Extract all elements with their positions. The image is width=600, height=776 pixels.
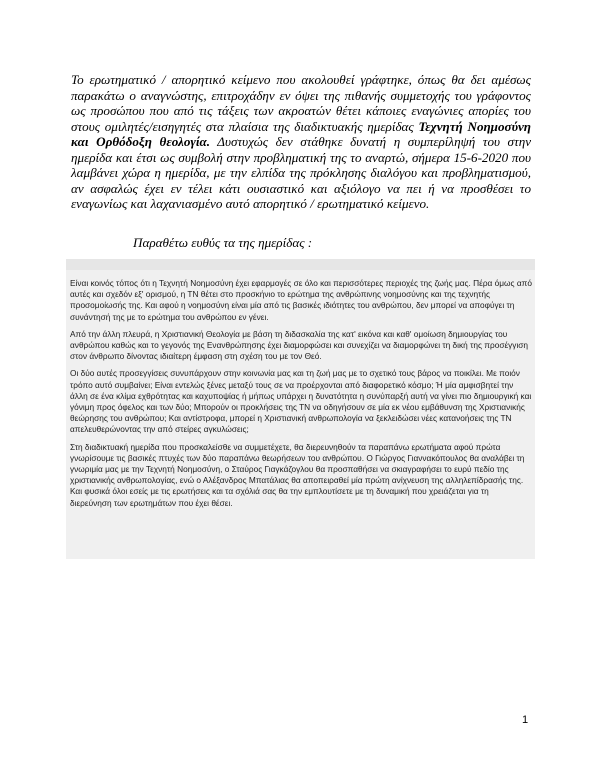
event-intro-label: Παραθέτω ευθύς τα της ημερίδας : [133,235,313,250]
event-description [70,278,532,515]
description-paragraph-1: Είναι κοινός τόπος ότι η Τεχνητή Νοημοσύνη έχει εφαρμογές σε όλο και περισσότερες περιοχές της ζωής μας. Πέρα όμως από αυτές και σχεδόν εξ' ορισμού, η ΤΝ θέτει στο προσκήνιο το ερώτημα της ανθρώπινης νοημοσύνης και της τεχνητής προσομοίωσής της. Και αφού η νοημοσύνη είναι μία από τις βασικές ιδιότητες του ανθρώπου, δεν μπορεί να αποφύγει τη συνάντησή της με το ερώτημα του ανθρώπου εν γένει. [70,278,532,322]
intro-text-part1: Το ερωτηματικό / απορητικό κείμενο που ακολουθεί γράφτηκε, όπως θα δει αμέσως παρακάτω ο αναγνώστης, επιτροχάδην εν όψει της πιθανής συμμετοχής του γράφοντος ως προσώπου που από τις τάξεις των ακροατών θέτει κάποιες εναγώνιες απορίες του στους ομιλητές/εισηγητές στα πλαίσια της διαδικτυακής ημερίδας [71,72,531,134]
intro-paragraph [71,72,531,212]
description-paragraph-2: Από την άλλη πλευρά, η Χριστιανική Θεολογία με βάση τη διδασκαλία της κατ' εικόνα και καθ' ομοίωση δημιουργίας του ανθρώπου καθώς και το γεγονός της Ενανθρώπησης έχει διαμορφώσει και συνεχίζει να διαμορφώνει τη δική της προσέγγιση στον άνθρωπο δίνοντας ιδιαίτερη έμφαση στη σχέση του με τον Θεό. [70,328,529,362]
intro-text-part2: Δυστυχώς δεν στάθηκε δυνατή η συμπερίληψή του στην ημερίδα και έτσι ως συμβολή στην προβληματική της το αναρτώ, σήμερα 15-6-2020 που λαμβάνει χώρα η ημερίδα, με την ελπίδα της πρόκλησης διαλόγου και προβληματισμού, αν ασφαλώς έχει εν τέλει κάτι ουσιαστικό και αξιόλογο να πει ή να προσθέσει το εναγωνίως και λαχανιασμένο αυτό απορητικό / ερωτηματικό κείμενο. [71,134,532,211]
description-paragraph-3: Οι δύο αυτές προσεγγίσεις συνυπάρχουν στην κοινωνία μας και τη ζωή μας με το σχετικό τους βάρος να ποικίλει. Με ποιόν τρόπο αυτό συμβαίνει; Είναι εντελώς ξένες μεταξύ τους σε να προέρχονται από διαφορετικό κόσμο; Ή μία αμφισβητεί την άλλη σε ένα κλίμα εχθρότητας και καχυποψίας ή μήπως υπάρχει η δυνατότητα η συνύπαρξή αυτή να γίνει πιο δημιουργική και γόνιμη προς όφελος και των δύο; Μπορούν οι προκλήσεις της ΤΝ να οδηγήσουν σε μία εκ νέου εμβάθυνση της Χριστιανικής θεώρησης του ανθρώπου; Και αντίστροφα, μπορεί η Χριστιανική ανθρωπολογία να ξεκλειδώσει νέες κατανοήσεις της ΤΝ απελευθερώνοντας την από στείρες αγκυλώσεις; [70,368,532,435]
quoted-block-header-band [66,259,535,270]
event-title: Τεχνητή Νοημοσύνη και Ορθόδοξη θεολογία. [71,118,531,149]
page-number: 1 [522,714,529,726]
description-paragraph-4: Στη διαδικτυακή ημερίδα που προσκαλείσθε να συμμετέχετε, θα διερευνηθούν τα παραπάνω ερωτήματα αφού πρώτα γνωρίσουμε τις βασικές πτυχές των δύο παραπάνω θεωρήσεων του ανθρώπου. Ο Γιώργος Γιαννακόπουλος θα αναλάβει τη γνωριμία μας με την Τεχνητή Νοημοσύνη, ο Σταύρος Γιαγκάζογλου θα προσπαθήσει να σκιαγραφήσει το ευρύ πεδίο της χριστιανικής ανθρωπολογίας, ενώ ο Αλέξανδρος Μπατάλιας θα αποπειραθεί μία πρώτη ανίχνευση της αλληλεπίδρασής της. Και φυσικά όλοι εσείς με τις ερωτήσεις και τα σχόλιά σας θα την εμπλουτίσετε με τη δυναμική που χρειάζεται για τη διερεύνηση των ερωτημάτων που έχει θέσει. [70,441,525,508]
